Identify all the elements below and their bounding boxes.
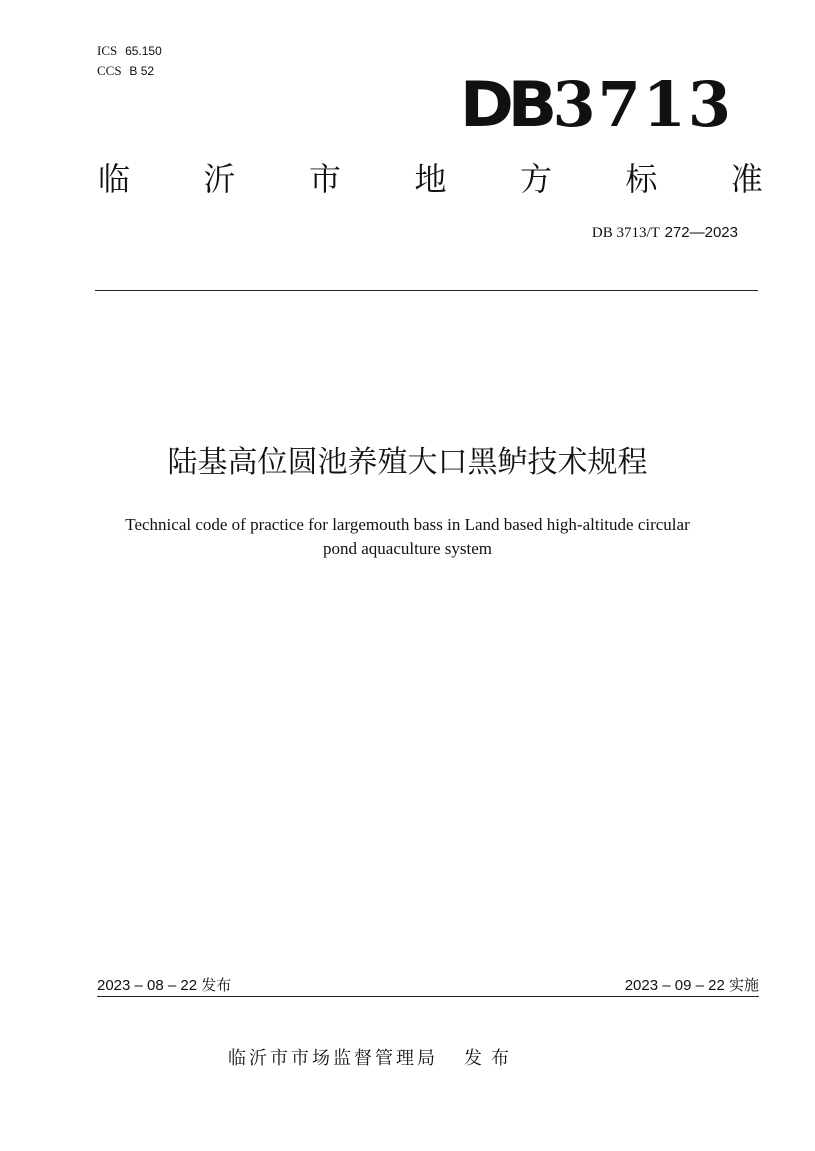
implement-date-group (625, 974, 759, 997)
publish-label: 发布 (201, 976, 232, 994)
publisher-name: 临沂市市场监督管理局 (228, 1048, 438, 1069)
ics-label: ICS (97, 43, 118, 58)
standard-type-char: 地 (414, 160, 447, 198)
db-region-number: 3713 (552, 68, 733, 141)
standard-type-char: 市 (308, 160, 341, 198)
english-title-line: Technical code of practice for largemouth bass in Land based high-altitude circular (125, 515, 690, 534)
standard-type-heading (98, 157, 763, 201)
publish-date: 2023 – 08 – 22 (97, 977, 198, 994)
classification-codes (97, 41, 162, 81)
footer-divider (97, 996, 759, 997)
document-title-chinese: 陆基高位圆池养殖大口黑鲈技术规程 (167, 445, 648, 480)
publisher-line (228, 1046, 518, 1072)
db-prefix: DB (459, 68, 551, 141)
header-divider (95, 290, 758, 291)
implement-label: 实施 (728, 976, 759, 994)
ccs-label: CCS (97, 63, 122, 78)
publisher-action: 发布 (464, 1048, 518, 1069)
standard-type-char: 准 (730, 160, 763, 198)
implement-date: 2023 – 09 – 22 (624, 977, 725, 994)
standard-number (592, 223, 738, 242)
db-standard-code (459, 68, 733, 141)
ics-line (97, 41, 162, 61)
english-title-line: pond aquaculture system (322, 539, 492, 558)
date-row (97, 974, 759, 997)
ccs-value: B 52 (129, 64, 155, 78)
ccs-line (97, 61, 162, 81)
standard-number-sequence: 272—2023 (664, 224, 738, 241)
publish-date-group (97, 974, 231, 997)
document-title-english (0, 513, 815, 561)
standard-number-prefix: DB 3713/T (591, 225, 660, 241)
standard-type-char: 沂 (203, 160, 236, 198)
standard-type-char: 标 (625, 160, 658, 198)
standard-type-char: 临 (98, 160, 131, 198)
ics-value: 65.150 (125, 44, 162, 58)
standard-type-char: 方 (519, 160, 552, 198)
